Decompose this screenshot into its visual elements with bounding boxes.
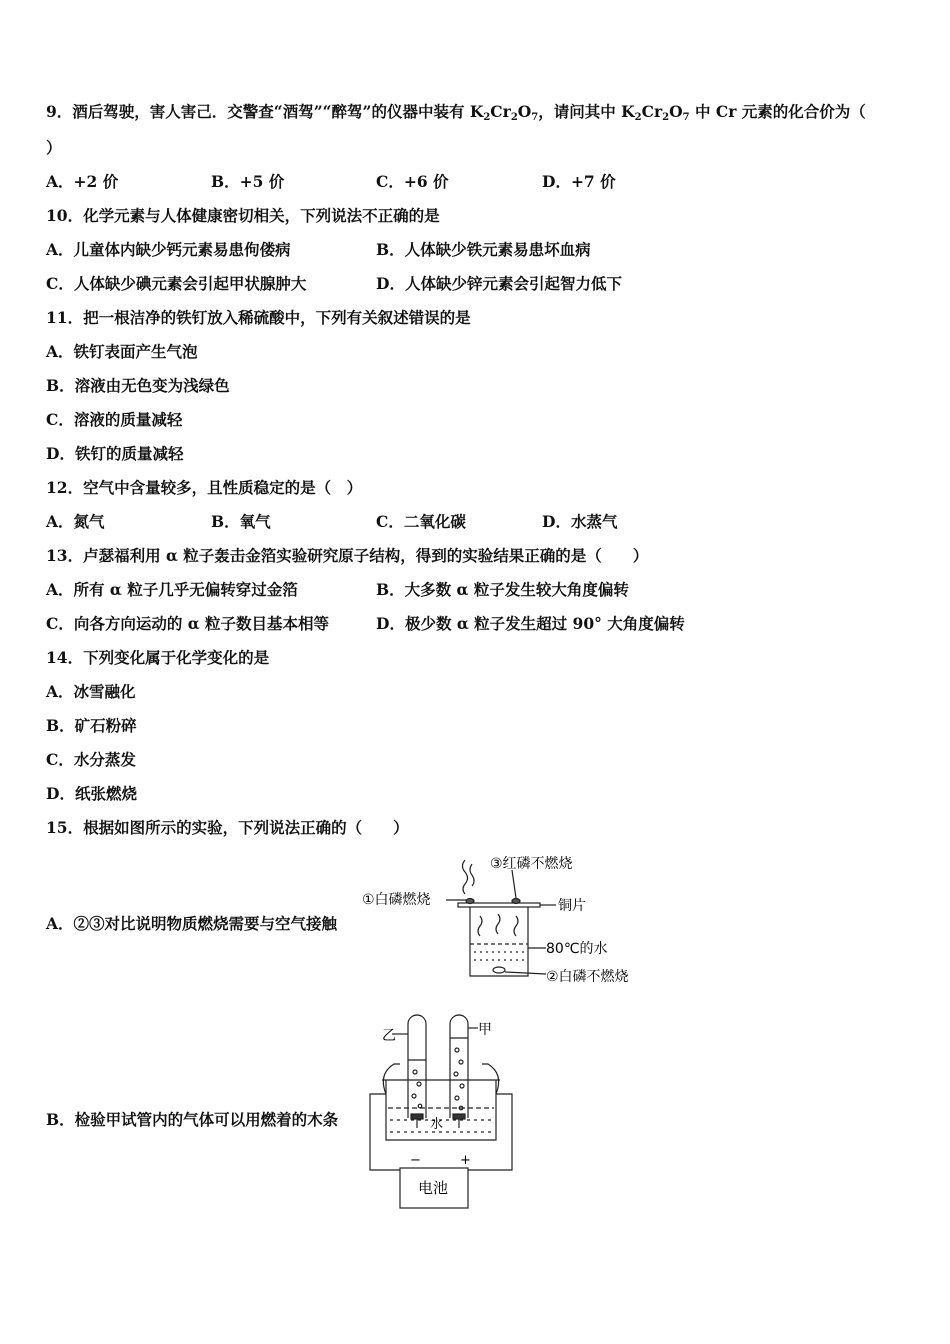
q11-option-c[interactable]: C．溶液的质量减轻 xyxy=(46,410,183,429)
label-positive: + xyxy=(460,1153,471,1168)
q13-option-a[interactable]: A．所有 α 粒子几乎无偏转穿过金箔 xyxy=(46,580,298,599)
label-negative: − xyxy=(410,1153,421,1168)
q15-option-a[interactable]: A．②③对比说明物质燃烧需要与空气接触 xyxy=(46,914,338,933)
q12-option-a[interactable]: A．氮气 xyxy=(46,512,105,531)
q12-option-d[interactable]: D．水蒸气 xyxy=(542,512,618,531)
q14-stem: 14．下列变化属于化学变化的是 xyxy=(46,648,270,667)
q12-stem: 12．空气中含量较多，且性质稳定的是（ ） xyxy=(46,478,363,497)
q9-stem-end: ） xyxy=(46,138,62,157)
q11-stem: 11．把一根洁净的铁钉放入稀硫酸中，下列有关叙述错误的是 xyxy=(46,308,471,327)
q14-option-d[interactable]: D．纸张燃烧 xyxy=(46,784,137,803)
q13-option-c[interactable]: C．向各方向运动的 α 粒子数目基本相等 xyxy=(46,614,330,633)
label-red-phosphorus: ③红磷不燃烧 xyxy=(490,856,573,872)
electrolysis-diagram xyxy=(360,1010,540,1214)
q9-option-c[interactable]: C．+6 价 xyxy=(376,172,449,191)
label-copper-sheet: 铜片 xyxy=(558,898,586,914)
q12-option-b[interactable]: B．氧气 xyxy=(211,512,271,531)
q14-option-b[interactable]: B．矿石粉碎 xyxy=(46,716,137,735)
tube-jia-icon xyxy=(450,1015,468,1118)
q10-option-d[interactable]: D．人体缺少锌元素会引起智力低下 xyxy=(376,274,622,293)
q10-stem: 10．化学元素与人体健康密切相关，下列说法不正确的是 xyxy=(46,206,440,225)
q14-option-c[interactable]: C．水分蒸发 xyxy=(46,750,136,769)
label-battery: 电池 xyxy=(418,1179,449,1197)
combustion-experiment-diagram xyxy=(360,848,660,990)
q9-option-b[interactable]: B．+5 价 xyxy=(211,172,285,191)
q13-option-b[interactable]: B．大多数 α 粒子发生较大角度偏转 xyxy=(376,580,629,599)
tube-yi-icon xyxy=(408,1015,426,1118)
label-hot-water: 80℃的水 xyxy=(546,941,608,957)
label-water: 水 xyxy=(430,1117,444,1132)
label-tube-jia: 甲 xyxy=(478,1022,492,1038)
q9-stem: 9．酒后驾驶，害人害己．交警查“酒驾”“醉驾”的仪器中装有 $K_2Cr_2O_7$，请问其中 $K_2Cr_2O_7$ 中 Cr 元素的化合价为（ xyxy=(46,102,866,123)
q15-stem: 15．根据如图所示的实验，下列说法正确的（ ） xyxy=(46,818,409,837)
label-white-phosphorus-burning: ①白磷燃烧 xyxy=(362,892,431,908)
q10-option-a[interactable]: A．儿童体内缺少钙元素易患佝偻病 xyxy=(46,240,291,259)
q11-option-a[interactable]: A．铁钉表面产生气泡 xyxy=(46,342,198,361)
q9-option-a[interactable]: A．+2 价 xyxy=(46,172,119,191)
q13-option-d[interactable]: D．极少数 α 粒子发生超过 90° 大角度偏转 xyxy=(376,614,685,633)
q12-option-c[interactable]: C．二氧化碳 xyxy=(376,512,466,531)
wire-left xyxy=(370,1094,400,1170)
smoke-icon xyxy=(463,860,468,894)
label-tube-yi: 乙 xyxy=(382,1028,396,1044)
q15-option-b[interactable]: B．检验甲试管内的气体可以用燃着的木条 xyxy=(46,1110,339,1129)
q14-option-a[interactable]: A．冰雪融化 xyxy=(46,682,136,701)
q13-stem: 13．卢瑟福利用 α 粒子轰击金箔实验研究原子结构，得到的实验结果正确的是（ ） xyxy=(46,546,649,565)
q10-option-b[interactable]: B．人体缺少铁元素易患坏血病 xyxy=(376,240,591,259)
label-white-phosphorus-not-burning: ②白磷不燃烧 xyxy=(546,969,629,985)
q9-option-d[interactable]: D．+7 价 xyxy=(542,172,616,191)
q11-option-b[interactable]: B．溶液由无色变为浅绿色 xyxy=(46,376,230,395)
q11-option-d[interactable]: D．铁钉的质量减轻 xyxy=(46,444,184,463)
q10-option-c[interactable]: C．人体缺少碘元素会引起甲状腺肿大 xyxy=(46,274,307,293)
